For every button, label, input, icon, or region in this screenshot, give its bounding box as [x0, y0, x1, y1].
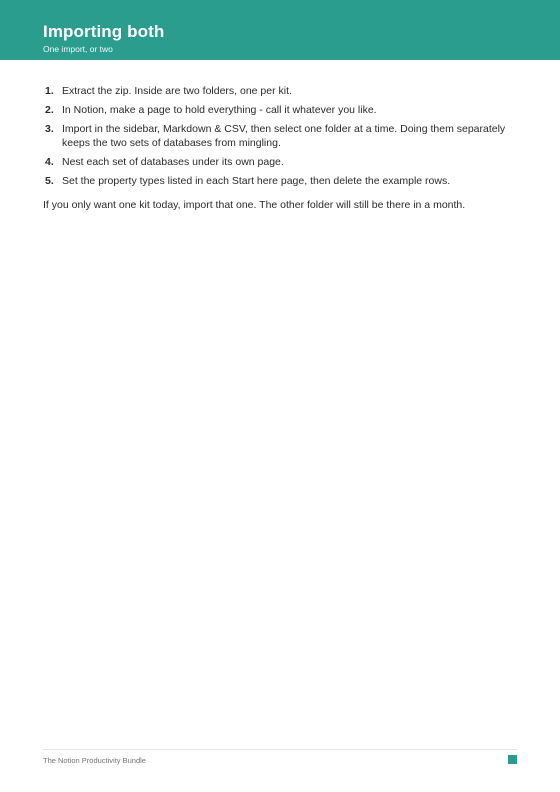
steps-list	[43, 84, 520, 188]
step-text: Set the property types listed in each Start here page, then delete the example rows.	[62, 175, 451, 187]
footer-square-icon	[508, 755, 517, 764]
step-number: 4.	[45, 156, 54, 168]
footer-divider	[43, 749, 517, 750]
list-item	[43, 122, 520, 150]
main-content	[43, 84, 520, 223]
step-text: Nest each set of databases under its own page.	[62, 156, 284, 168]
step-text: Extract the zip. Inside are two folders, one per kit.	[62, 85, 292, 97]
footer-text: The Notion Productivity Bundle	[43, 756, 146, 765]
list-item	[43, 155, 520, 169]
step-number: 5.	[45, 175, 54, 187]
step-number: 3.	[45, 123, 54, 135]
closing-note: If you only want one kit today, import that one. The other folder will still be there in a month.	[43, 199, 466, 211]
list-item	[43, 103, 520, 117]
page-title: Importing both	[43, 22, 165, 41]
step-number: 2.	[45, 104, 54, 116]
step-number: 1.	[45, 85, 54, 97]
list-item	[43, 84, 520, 98]
step-text: In Notion, make a page to hold everything - call it whatever you like.	[62, 104, 377, 116]
page-subtitle: One import, or two	[43, 44, 113, 54]
step-text: Import in the sidebar, Markdown & CSV, then select one folder at a time. Doing them separately keeps the two sets of databases from mingling.	[62, 123, 506, 149]
header-banner	[0, 0, 560, 60]
list-item	[43, 174, 520, 188]
